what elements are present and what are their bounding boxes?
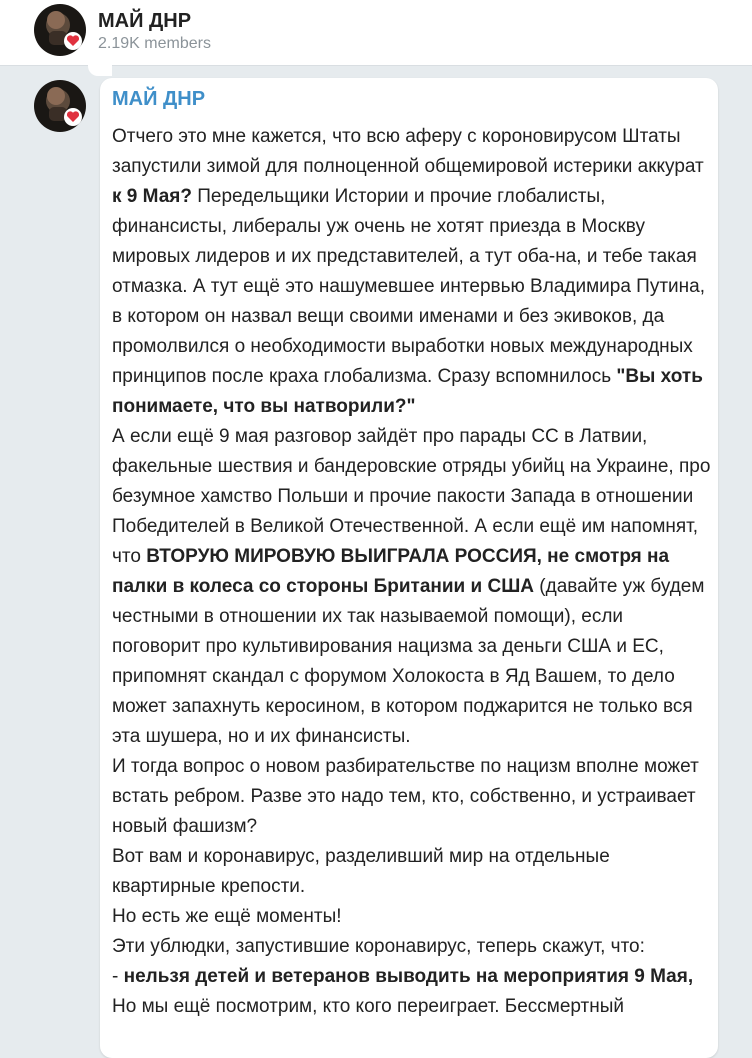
paragraph-2 <box>112 422 712 752</box>
message-bubble[interactable] <box>100 78 718 1058</box>
avatar-image <box>34 4 86 56</box>
bubble-tail <box>88 62 112 76</box>
bold-run: к 9 Мая? <box>112 186 192 207</box>
paragraph-5: Но есть же ещё моменты! <box>112 906 342 927</box>
channel-avatar[interactable] <box>34 4 86 56</box>
text-run: - <box>112 966 124 987</box>
chat-header <box>0 0 752 66</box>
paragraph-7 <box>112 962 712 992</box>
bold-quote: "Вы хоть понимаете, что вы натворили?" <box>112 366 703 417</box>
bold-run: нельзя детей и ветеранов выводить на мероприятия 9 Мая, <box>123 966 694 987</box>
text-run: А если ещё 9 мая разговор зайдёт про парады СС в Латвии, факельные шествия и бандеровские отряды убийц на Украине, про безумное хамство Польши и прочие пакости Запада в отношении Победителей в Великой Отечественной. А если ещё им напомнят, что <box>112 426 711 567</box>
paragraph-6: Эти ублюдки, запустившие коронавирус, теперь скажут, что: <box>112 936 645 957</box>
text-run: Отчего это мне кажется, что всю аферу с короновирусом Штаты запустили зимой для полноценной общемировой истерики аккурат <box>112 126 704 177</box>
post-author-avatar[interactable] <box>34 80 86 132</box>
message-author[interactable]: МАЙ ДНР <box>112 88 206 110</box>
text-run: (давайте уж будем честными в отношении их так называемой помощи), если поговорит про культивирования нацизма за деньги США и ЕС, припомнят скандал с форумом Холокоста в Яд Вашем, то дело может запахнуть керосином, в котором поджарится не только вся эта шушера, но и их финансисты. <box>112 576 705 747</box>
channel-title[interactable]: МАЙ ДНР <box>98 10 192 32</box>
paragraph-8: Но мы ещё посмотрим, кто кого переиграет. Бессмертный <box>112 996 625 1017</box>
paragraph-1 <box>112 122 712 422</box>
member-count: 2.19K members <box>98 35 211 52</box>
bold-run: ВТОРУЮ МИРОВУЮ ВЫИГРАЛА РОССИЯ, не смотря на палки в колеса со стороны Британии и США <box>112 546 670 597</box>
paragraph-4: Вот вам и коронавирус, разделивший мир на отдельные квартирные крепости. <box>112 846 610 897</box>
message-text <box>112 122 712 1022</box>
text-run: Передельщики Истории и прочие глобалисты, финансисты, либералы уж очень не хотят приезда в Москву мировых лидеров и их представителей, а тут оба-на, и тебе такая отмазка. А тут ещё это нашумевшее интервью Владимира Путина, в котором он назвал вещи своими именами и без экивоков, да промолвился о необходимости выработки новых международных принципов после краха глобализма. Сразу вспомнилось <box>112 186 705 387</box>
avatar-image <box>34 80 86 132</box>
paragraph-3: И тогда вопрос о новом разбирательстве по нацизм вполне может встать ребром. Разве это надо тем, кто, собственно, и устраивает новый фашизм? <box>112 756 699 837</box>
